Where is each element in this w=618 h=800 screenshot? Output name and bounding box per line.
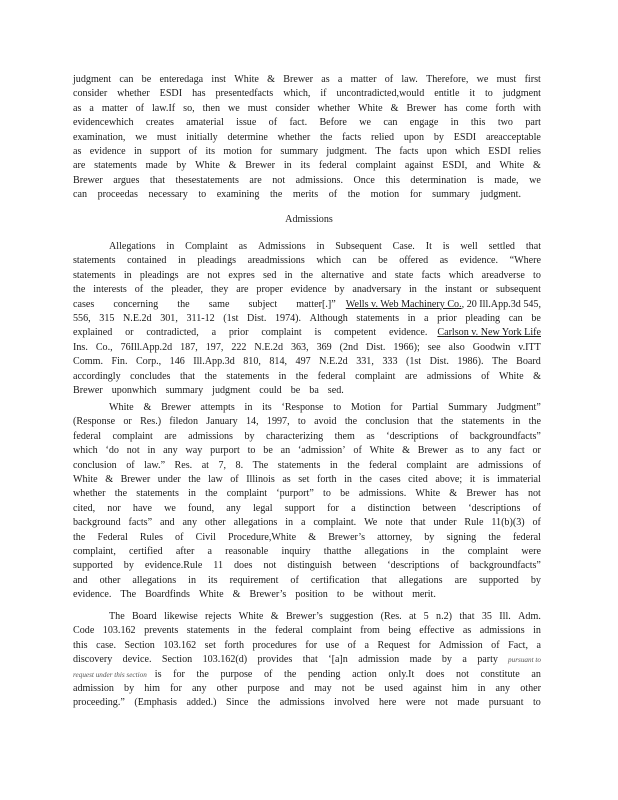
text-line: (Response or Res.) filedon January 14, 1997, to avoid the conclusion that the statements in the: [73, 416, 541, 428]
text-line: background facts” and any other allegations in a complaint. We note that under Rule 11(b)(3) of: [73, 517, 541, 529]
text-line: Ins. Co., 76Ill.App.2d 187, 197, 222 N.E.2d 363, 369 (2nd Dist. 1966); see also Goodwin v.ITT: [73, 341, 541, 353]
text-line: conclusion of law.” Res. at 7, 8. The statements in the federal complaint are admissions of: [73, 459, 541, 471]
text-line: judgment can be enteredaga inst White & Brewer as a matter of law. Therefore, we must first: [73, 74, 541, 85]
text-line: and other allegations in its requirement of certification that allegations are supported by: [73, 574, 541, 586]
emphasized-text: request under this section: [73, 670, 147, 679]
case-citation: Carlson v. New York Life: [437, 327, 541, 339]
text-line: accordingly concludes that the statements in the federal complaint are admissions of White &: [73, 370, 541, 382]
text-line: federal complaint are admissions by characterizing them as ‘descriptions of backgroundfacts”: [73, 430, 541, 442]
text-segment: is for the purpose of the pending action only.It does not constitute an: [154, 668, 541, 680]
text-line: 556, 315 N.E.2d 301, 311-12 (1st Dist. 1974). Although statements in a prior pleading can be: [73, 312, 541, 324]
text-line: can proceedas necessary to examining the merits of the motion for summary judgment.: [73, 189, 521, 201]
text-line: evidence. The Boardfinds White & Brewer’s position to be without merit.: [73, 589, 436, 601]
text-line: are statements made by White & Brewer in its federal complaint against ESDI, and White &: [73, 160, 541, 172]
case-citation: Wells v. Web Machinery Co.: [345, 298, 462, 310]
text-line: Code 103.162 prevents statements in the federal complaint from being effective as admissions in: [73, 625, 541, 637]
text-line: whether the statements in the complaint ‘purport” to be admissions. White & Brewer has not: [73, 488, 541, 500]
text-line: White & Brewer under the law of Illinois as set forth in the cases cited above; it is immaterial: [73, 473, 541, 485]
text-line: consider whether ESDI has presentedfacts which, if uncontradicted,would entitle it to judgment: [73, 88, 541, 100]
text-line: Brewer argues that thesestatements are not admissions. Once this determination is made, we: [73, 174, 541, 186]
text-line-with-emphasis: [73, 653, 541, 667]
text-line: the interests of the pleader, they are proper evidence by anadversary in the instant or subsequent: [73, 284, 541, 296]
text-line: supported by evidence.Rule 11 does not distinguish between ‘descriptions of backgroundfacts”: [73, 560, 541, 572]
text-line: examination, we must initially determine whether the facts relied upon by ESDI areacceptable: [73, 131, 541, 143]
text-line: cited, nor have we found, any legal support for a distinction between ‘descriptions of: [73, 502, 541, 514]
text-line: which ‘do not in any way purport to be an ‘admission’ of White & Brewer as to any fact or: [73, 445, 541, 457]
text-line: this case. Section 103.162 set forth procedures for use of a Request for Admission of Fact, a: [73, 639, 541, 651]
text-segment: cases concerning the same subject matter[.]”: [73, 298, 336, 310]
text-line: statements in pleadings are not expres sed in the alternative and state facts which areadverse to: [73, 269, 541, 281]
text-line: as evidence in support of its motion for summary judgment. The facts upon which ESDI relies: [73, 145, 541, 157]
text-line: complaint, certified after a reasonable inquiry thatthe allegations in the complaint were: [73, 545, 541, 557]
text-line: Allegations in Complaint as Admissions in Subsequent Case. It is well settled that: [109, 241, 541, 252]
intro-paragraph: [73, 73, 541, 203]
emphasized-text: pursuant to: [508, 656, 541, 665]
text-line: Comm. Fin. Corp., 146 Ill.App.3d 810, 814, 497 N.E.2d 331, 333 (1st Dist. 1986). The Board: [73, 356, 541, 368]
admissions-paragraph-3: [73, 610, 541, 711]
text-line: statements contained in pleadings areadmissions which can be offered as evidence. “Where: [73, 255, 541, 267]
text-line-with-emphasis: [73, 668, 541, 682]
text-line: the Federal Rules of Civil Procedure,White & Brewer’s attorney, by signing the federal: [73, 531, 541, 543]
text-line: The Board likewise rejects White & Brewer’s suggestion (Res. at 5 n.2) that 35 Ill. Adm.: [109, 611, 541, 622]
admissions-paragraph-1: [73, 240, 541, 398]
text-segment: explained or contradicted, a prior complaint is competent evidence.: [73, 327, 428, 339]
admissions-paragraph-2: [73, 401, 541, 602]
text-segment: discovery device. Section 103.162(d) provides that ‘[a]n admission made by a party: [73, 654, 498, 666]
text-line-with-citation: [73, 326, 541, 340]
text-line: evidencewhich creates amaterial issue of fact. Before we can engage in this two part: [73, 117, 541, 129]
text-line: White & Brewer attempts in its ‘Response to Motion for Partial Summary Judgment”: [109, 402, 541, 413]
text-line: admission by him for any other purpose and may not be used against him in any other: [73, 682, 541, 694]
text-line: proceeding.” (Emphasis added.) Since the admissions involved here were not made pursuant to: [73, 697, 541, 709]
text-line: Brewer uponwhich summary judgment could be ba sed.: [73, 384, 344, 396]
text-segment: , 20 Ill.App.3d 545,: [461, 298, 541, 310]
text-line-with-citation: [73, 298, 541, 312]
text-line: as a matter of law.If so, then we must consider whether White & Brewer has come forth with: [73, 102, 541, 114]
section-heading: Admissions: [285, 214, 333, 225]
